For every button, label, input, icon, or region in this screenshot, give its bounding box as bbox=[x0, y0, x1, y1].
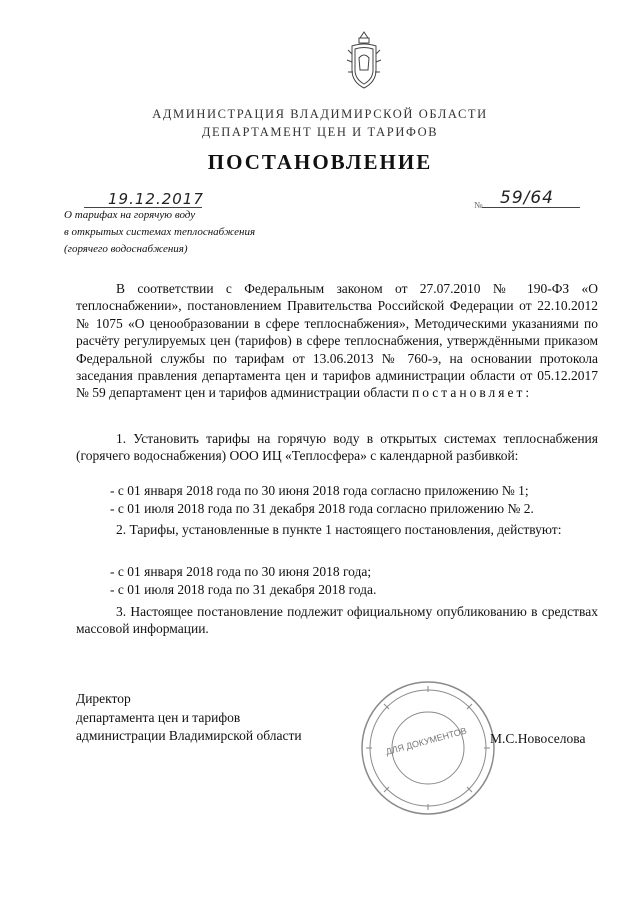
signatory-line: Директор bbox=[76, 691, 131, 706]
preamble-paragraph bbox=[76, 280, 598, 402]
number-underline bbox=[482, 207, 580, 208]
official-stamp bbox=[358, 678, 498, 818]
signatory-line: администрации Владимирской области bbox=[76, 728, 302, 743]
subject-line: О тарифах на горячую воду bbox=[64, 209, 196, 221]
document-subject bbox=[64, 207, 255, 258]
document-title: ПОСТАНОВЛЕНИЕ bbox=[207, 150, 433, 174]
coat-of-arms-icon bbox=[344, 30, 384, 94]
signatory-line: департамента цен и тарифов bbox=[76, 709, 241, 725]
subject-line: в открытых системах теплоснабжения bbox=[64, 226, 256, 238]
document-number: 59/64 bbox=[500, 188, 554, 208]
clause-1: 1. Установить тарифы на горячую воду в открытых системах теплоснабжения (горячего водоснабжения) ООО ИЦ «Теплосфера» с календарной разбивкой: bbox=[76, 431, 598, 464]
clause-3: 3. Настоящее постановление подлежит официальному опубликованию в средствах массовой информации. bbox=[76, 604, 598, 637]
signatory-title bbox=[76, 690, 302, 746]
clause-2: 2. Тарифы, установленные в пункте 1 настоящего постановления, действуют: bbox=[116, 522, 562, 537]
subject-line: (горячего водоснабжения) bbox=[64, 243, 188, 255]
list-item: - с 01 января 2018 года по 30 июня 2018 года; bbox=[110, 564, 372, 579]
document-date: 19.12.2017 bbox=[108, 190, 204, 208]
preamble-text: В соответствии с Федеральным законом от 27.07.2010 № 190-ФЗ «О теплоснабжении», постановлением Правительства Российской Федерации от 22.10.2012 № 1075 «О ценообразовании в сфере теплоснабжения», Методическими указаниями по расчёту регулируемых цен (тарифов) в сфере теплоснабжения, утверждёнными приказом Федеральной службы по тарифам от 13.06.2013 № 760-э, на основании протокола заседания правления департамента цен и тарифов администрации области от 05.12.2017 № 59 департамент цен и тарифов администрации области bbox=[76, 281, 598, 401]
resolves-word: постановляет: bbox=[412, 385, 533, 401]
list-item: - с 01 января 2018 года по 30 июня 2018 года согласно приложению № 1; bbox=[110, 483, 529, 498]
department-name: ДЕПАРТАМЕНТ ЦЕН И ТАРИФОВ bbox=[201, 125, 439, 139]
list-item: - с 01 июля 2018 года по 31 декабря 2018 года. bbox=[110, 582, 377, 597]
number-label: № bbox=[474, 200, 483, 210]
list-item: - с 01 июля 2018 года по 31 декабря 2018 года согласно приложению № 2. bbox=[110, 501, 534, 516]
org-name: АДМИНИСТРАЦИЯ ВЛАДИМИРСКОЙ ОБЛАСТИ bbox=[152, 107, 488, 121]
signatory-name: М.С.Новоселова bbox=[490, 731, 586, 746]
stamp-text: ДЛЯ ДОКУМЕНТОВ bbox=[384, 725, 468, 757]
